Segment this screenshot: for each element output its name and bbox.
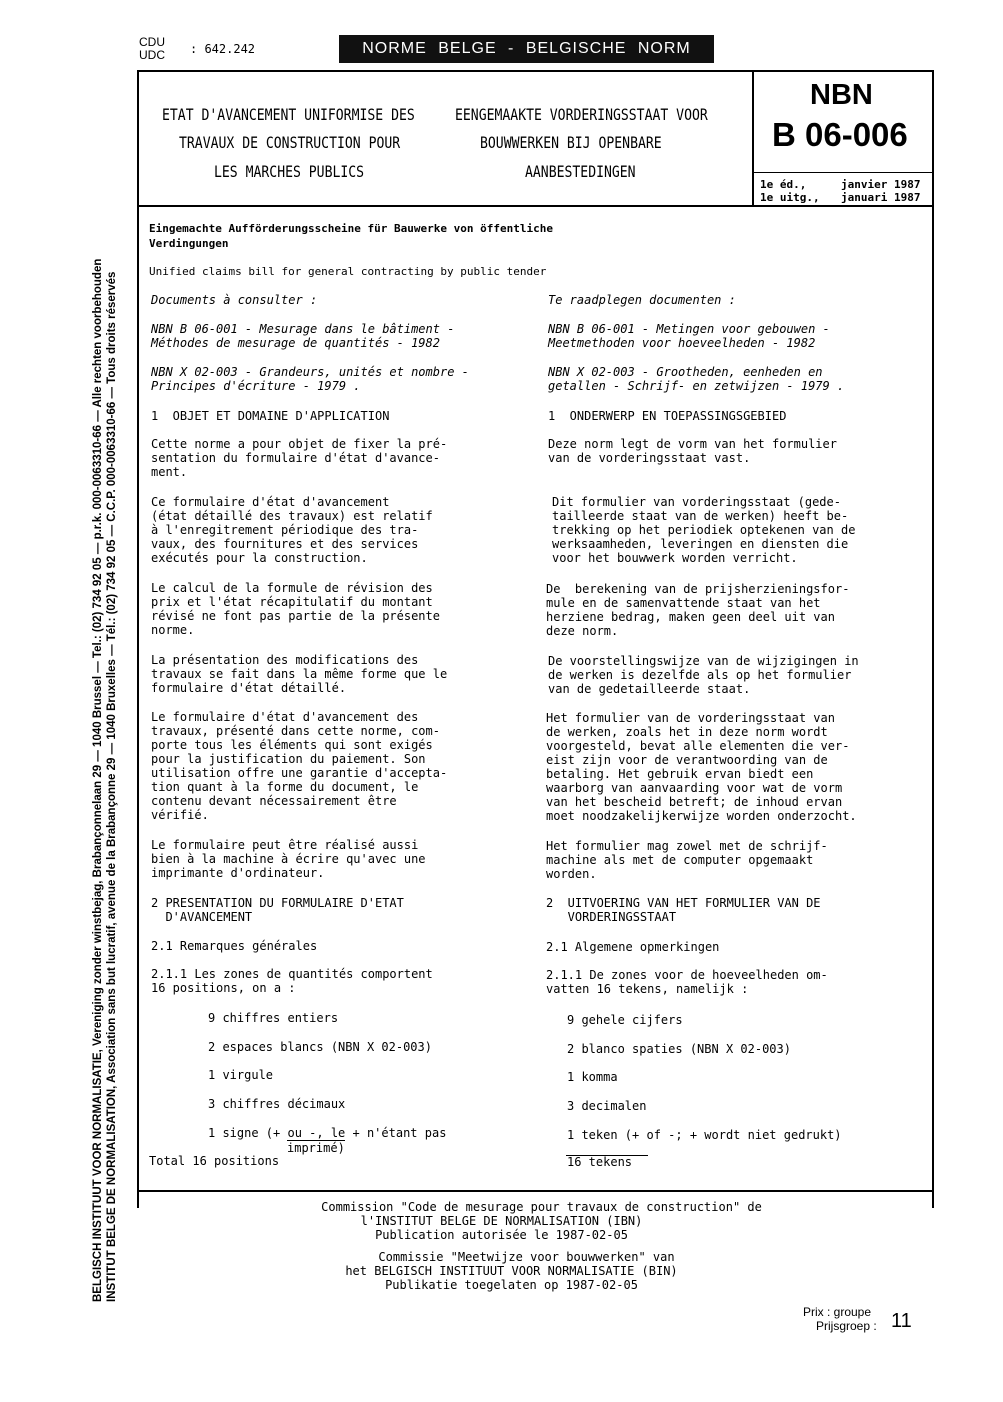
paragraph-line: Dit formulier van vorderingsstaat (gede- xyxy=(552,495,841,509)
sidebar-fr: INSTITUT BELGE DE NORMALISATION, Association sans but lucratif, avenue de la Brabançonne 29 — 1040 Bruxelles — Tél.: (02) 734 92 05 — C.C.P. 000-0063310-66 — Tous droits réservés xyxy=(106,271,118,1302)
list-item: 1 signe (+ ou -, le + n'étant pas xyxy=(208,1126,447,1140)
paragraph-line: werksaamheden, leveringen en diensten die xyxy=(552,537,849,551)
paragraph-line: 2.1.1 Les zones de quantités comportent xyxy=(151,967,433,981)
title-en: Unified claims bill for general contracting by public tender xyxy=(149,265,547,278)
norm-box-left xyxy=(752,70,754,207)
frame-left xyxy=(137,70,139,1208)
paragraph-line: à l'enregitrement périodique des tra- xyxy=(151,523,419,537)
total-line: 16 tekens xyxy=(567,1155,633,1169)
frame-right xyxy=(932,70,934,1208)
footer-line: Publikatie toegelaten op 1987-02-05 xyxy=(385,1278,638,1292)
list-item: 1 komma xyxy=(567,1070,618,1084)
paragraph-line: de werken is dezelfde als op het formulier xyxy=(548,668,852,682)
paragraph-line: mule en de samenvattende staat van het xyxy=(546,596,821,610)
paragraph-line: Het formulier mag zowel met de schrijf- xyxy=(546,839,828,853)
paragraph-line: herziene bedrag, maken geen deel uit van xyxy=(546,610,835,624)
footer-rule xyxy=(137,1190,934,1192)
doc-ref: NBN X 02-003 - Grandeurs, unités et nombre - xyxy=(151,365,469,379)
paragraph-line: voor het bouwwerk worden verricht. xyxy=(552,551,798,565)
footer-line: het BELGISCH INSTITUUT VOOR NORMALISATIE (BIN) xyxy=(345,1264,678,1278)
title-de-line1: Eingemachte Aufförderungsscheine für Bauwerke von öffentliche xyxy=(149,222,553,235)
frame-top xyxy=(137,70,934,72)
footer-line: Commissie "Meetwijze voor bouwwerken" van xyxy=(378,1250,675,1264)
paragraph-line: De berekening van de prijsherzieningsfor- xyxy=(546,582,850,596)
paragraph-line: eist zijn voor de verantwoording van de xyxy=(546,753,828,767)
edition-fr: 1e éd., xyxy=(760,178,807,191)
norm-code: B 06-006 xyxy=(772,116,908,153)
price-group-nl: Prijsgroep : xyxy=(816,1319,877,1333)
paragraph-line: van de vorderingsstaat vast. xyxy=(548,451,751,465)
paragraph-line: machine als met de computer opgemaakt xyxy=(546,853,814,867)
paragraph-line: trekking op het periodiek optekenen van de xyxy=(552,523,856,537)
paragraph-line: Le formulaire d'état d'avancement des xyxy=(151,710,419,724)
footer-line: Commission "Code de mesurage pour travaux de construction" de xyxy=(321,1200,762,1214)
title-nl-line: EENGEMAAKTE VORDERINGSSTAAT VOOR xyxy=(455,105,708,124)
doc-ref: Principes d'écriture - 1979 . xyxy=(151,379,361,393)
cdu-number: : 642.242 xyxy=(190,42,256,56)
paragraph-line: Le formulaire peut être réalisé aussi xyxy=(151,838,419,852)
paragraph-line: 2.1.1 De zones voor de hoeveelheden om- xyxy=(546,968,828,982)
sidebar-nl: BELGISCH INSTITUUT VOOR NORMALISATIE, Vereniging zonder winstbejag, Brabançonnelaan 29 — 1040 Brussel — Tel.: (02) 734 92 05 — p.r.k. 000-0063310-66 — Alle rechten voorbehouden xyxy=(92,258,104,1302)
norm-nbn: NBN xyxy=(810,79,873,111)
list-item: 2 blanco spaties (NBN X 02-003) xyxy=(567,1042,791,1056)
paragraph-line: contenu devant nécessairement être xyxy=(151,794,397,808)
paragraph-line: La présentation des modifications des xyxy=(151,653,419,667)
paragraph-line: imprimante d'ordinateur. xyxy=(151,866,325,880)
paragraph-line: betaling. Het gebruik ervan biedt een xyxy=(546,767,814,781)
paragraph-line: norme. xyxy=(151,623,195,637)
total-line: Total 16 positions xyxy=(149,1154,280,1168)
docs-heading-nl: Te raadplegen documenten : xyxy=(548,293,736,307)
paragraph-line: Le calcul de la formule de révision des xyxy=(151,581,433,595)
paragraph-line: 16 positions, on a : xyxy=(151,981,296,995)
paragraph-line: prix et l'état récapitulatif du montant xyxy=(151,595,433,609)
section-heading: VORDERINGSSTAAT xyxy=(546,910,677,924)
date-nl: januari 1987 xyxy=(841,191,921,204)
title-fr-line: LES MARCHES PUBLICS xyxy=(214,162,365,181)
price-group-value: 11 xyxy=(891,1310,912,1332)
paragraph-line: vatten 16 tekens, namelijk : xyxy=(546,982,749,996)
title-nl-line: BOUWWERKEN BIJ OPENBARE xyxy=(480,133,662,152)
paragraph-line: De voorstellingswijze van de wijzigingen in xyxy=(548,654,859,668)
paragraph-line: sentation du formulaire d'état d'avance- xyxy=(151,451,440,465)
paragraph-line: moet noodzakelijkerwijze worden onderzocht. xyxy=(546,809,857,823)
docs-heading-fr: Documents à consulter : xyxy=(151,293,318,307)
paragraph-line: formulaire d'état détaillé. xyxy=(151,681,347,695)
paragraph-line: vaux, des fournitures et des services xyxy=(151,537,419,551)
section-heading: D'AVANCEMENT xyxy=(151,910,253,924)
paragraph-line: révisé ne font pas partie de la présente xyxy=(151,609,440,623)
udc-label: UDC xyxy=(139,48,165,62)
paragraph-line: travaux, présenté dans cette norme, com- xyxy=(151,724,440,738)
paragraph-line: voorgesteld, bevat alle elementen die ver- xyxy=(546,739,850,753)
norm-box-divider xyxy=(752,172,934,173)
paragraph-line: pour la justification du paiement. Son xyxy=(151,752,426,766)
paragraph-line: Cette norme a pour objet de fixer la pré- xyxy=(151,437,448,451)
paragraph-line: Deze norm legt de vorm van het formulier xyxy=(548,437,837,451)
paragraph-line: porte tous les éléments qui sont exigés xyxy=(151,738,433,752)
paragraph-line: Ce formulaire d'état d'avancement xyxy=(151,495,390,509)
list-item: 1 virgule xyxy=(208,1068,274,1082)
title-nl-line: AANBESTEDINGEN xyxy=(525,162,636,181)
doc-ref: Méthodes de mesurage de quantités - 1982 xyxy=(151,336,440,350)
section-heading: 2 PRESENTATION DU FORMULAIRE D'ETAT xyxy=(151,896,404,910)
list-item: 9 chiffres entiers xyxy=(208,1011,339,1025)
paragraph-line: van het bescheid betreft; de inhoud ervan xyxy=(546,795,843,809)
subsection-heading: 2.1 Remarques générales xyxy=(151,939,318,953)
paragraph-line: Het formulier van de vorderingsstaat van xyxy=(546,711,835,725)
doc-ref: NBN X 02-003 - Grootheden, eenheden en xyxy=(548,365,823,379)
price-group-fr: Prix : groupe xyxy=(803,1305,872,1319)
doc-ref: NBN B 06-001 - Metingen voor gebouwen - xyxy=(548,322,830,336)
section-heading: 1 OBJET ET DOMAINE D'APPLICATION xyxy=(151,409,390,423)
paragraph-line: van de gedetailleerde staat. xyxy=(548,682,751,696)
list-item: 9 gehele cijfers xyxy=(567,1013,683,1027)
paragraph-line: (état détaillé des travaux) est relatif xyxy=(151,509,433,523)
list-item: 1 teken (+ of -; + wordt niet gedrukt) xyxy=(567,1128,842,1142)
paragraph-line: vérifié. xyxy=(151,808,209,822)
paragraph-line: exécutés pour la construction. xyxy=(151,551,368,565)
list-item-continued: imprimé) xyxy=(287,1141,345,1155)
paragraph-line: ment. xyxy=(151,465,188,479)
paragraph-line: de werken, zoals het in deze norm wordt xyxy=(546,725,828,739)
subsection-heading: 2.1 Algemene opmerkingen xyxy=(546,940,720,954)
doc-ref: NBN B 06-001 - Mesurage dans le bâtiment - xyxy=(151,322,455,336)
title-fr-line: TRAVAUX DE CONSTRUCTION POUR xyxy=(179,133,401,152)
title-fr-line: ETAT D'AVANCEMENT UNIFORMISE DES xyxy=(162,105,415,124)
paragraph-line: travaux se fait dans la même forme que le xyxy=(151,667,448,681)
title-divider xyxy=(137,205,934,207)
paragraph-line: utilisation offre une garantie d'accepta- xyxy=(151,766,448,780)
title-de-line2: Verdingungen xyxy=(149,237,229,250)
date-fr: janvier 1987 xyxy=(841,178,921,191)
paragraph-line: bien à la machine à écrire qu'avec une xyxy=(151,852,426,866)
paragraph-line: deze norm. xyxy=(546,624,619,638)
paragraph-line: tailleerde staat van de werken) heeft be- xyxy=(552,509,849,523)
paragraph-line: worden. xyxy=(546,867,597,881)
footer-line: Publication autorisée le 1987-02-05 xyxy=(375,1228,628,1242)
list-item: 2 espaces blancs (NBN X 02-003) xyxy=(208,1040,432,1054)
footer-line: l'INSTITUT BELGE DE NORMALISATION (IBN) xyxy=(360,1214,643,1228)
paragraph-line: tion quant à la forme du document, le xyxy=(151,780,419,794)
norm-banner: NORME BELGE - BELGISCHE NORM xyxy=(339,35,714,63)
section-heading: 2 UITVOERING VAN HET FORMULIER VAN DE xyxy=(546,896,821,910)
cdu-label: CDU xyxy=(139,35,165,49)
list-item: 3 chiffres décimaux xyxy=(208,1097,346,1111)
edition-nl: 1e uitg., xyxy=(760,191,820,204)
doc-ref: getallen - Schrijf- en zetwijzen - 1979 . xyxy=(548,379,845,393)
section-heading: 1 ONDERWERP EN TOEPASSINGSGEBIED xyxy=(548,409,787,423)
doc-ref: Meetmethoden voor hoeveelheden - 1982 xyxy=(548,336,816,350)
paragraph-line: waarborg van aanvaarding voor wat de vorm xyxy=(546,781,843,795)
list-item: 3 decimalen xyxy=(567,1099,647,1113)
